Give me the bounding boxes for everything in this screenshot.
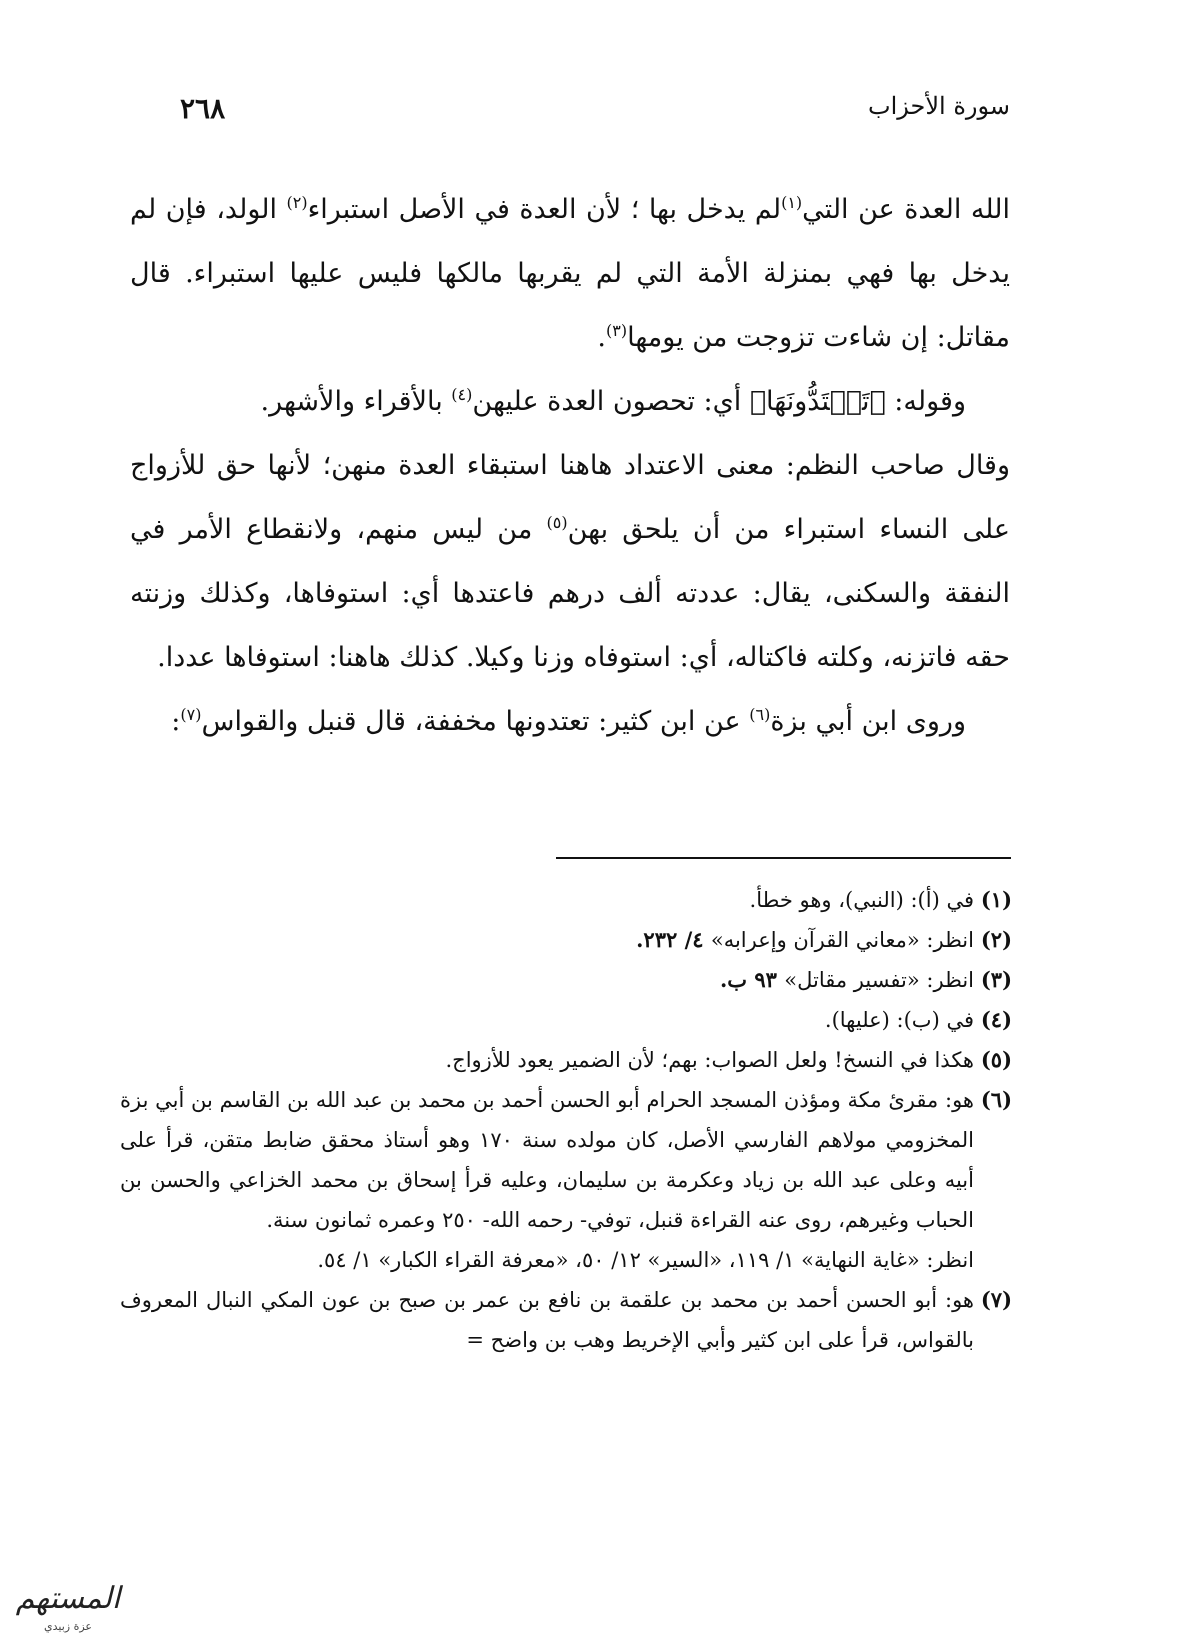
paragraph-1 — [130, 178, 1010, 370]
footnote-5 — [120, 1040, 1012, 1080]
footnote-3 — [120, 960, 1012, 1000]
footnote-number: (٦) — [980, 1087, 1012, 1112]
text-run: . — [597, 322, 607, 353]
text-run: وروى ابن أبي بزة — [770, 706, 966, 737]
footnote-text — [120, 920, 974, 960]
footnote-2 — [120, 920, 1012, 960]
footnote-marker-4: (٤) — [451, 385, 473, 404]
footnote-text: هو: أبو الحسن أحمد بن محمد بن علقمة بن نافع بن عمر بن صبح بن عون المكي النبال المعروف بالقواس، قرأ على ابن كثير وأبي الإخريط وهب بن واضح = — [120, 1288, 974, 1352]
footnote-4 — [120, 1000, 1012, 1040]
footnote-7 — [120, 1280, 1012, 1360]
footnote-source: انظر: «تفسير مقاتل» — [784, 968, 974, 992]
paragraph-4 — [130, 690, 1010, 754]
footnote-text — [120, 960, 974, 1000]
text-run: لم يدخل بها ؛ لأن العدة في الأصل استبراء — [307, 194, 782, 225]
running-header — [180, 92, 1010, 132]
text-run: : — [171, 706, 181, 737]
text-run: الله العدة عن التي — [802, 194, 1010, 225]
footnote-number: (١) — [980, 887, 1012, 912]
footnote-marker-7: (٧) — [180, 705, 202, 724]
footnote-number: (٥) — [980, 1047, 1012, 1072]
footnote-1 — [120, 880, 1012, 920]
footnote-marker-3: (٣) — [606, 321, 628, 340]
text-run: عن ابن كثير: تعتدونها مخففة، قال قنبل والقواس — [201, 706, 750, 737]
footnote-ref: ٩٣ ب. — [719, 967, 785, 992]
footnote-number: (٣) — [980, 967, 1012, 992]
footnote-divider — [556, 857, 1011, 859]
footnote-number: (٢) — [980, 927, 1012, 952]
logo-main: المستهم — [15, 1581, 121, 1616]
text-run: وقال صاحب النظم: معنى الاعتداد هاهنا استبقاء العدة منهن؛ لأنها حق للأزواج على النساء استبراء من أن يلحق بهن — [130, 450, 1010, 545]
footnote-ref: ٤/ ٢٣٢. — [636, 927, 711, 952]
logo-sub: عزة زبيدي — [44, 1620, 92, 1633]
text-run: وقوله: ﴿تَعۡتَدُّونَهَا﴾ أي: تحصون العدة عليهن — [472, 386, 966, 417]
footnote-text: في (أ): (النبي)، وهو خطأ. — [749, 888, 974, 912]
footnote-6 — [120, 1080, 1012, 1240]
publisher-logo — [8, 1568, 128, 1638]
calligraphy-logo-icon — [8, 1568, 128, 1638]
footnote-marker-6: (٦) — [749, 705, 771, 724]
footnote-marker-1: (١) — [781, 193, 803, 212]
text-run: من ليس منهم، ولانقطاع الأمر في النفقة والسكنى، يقال: عددته ألف درهم فاعتدها أي: استوفاها، وكذلك وزنته حقه فاتزنه، وكلته فاكتاله، أي: استوفاه وزنا وكيلا. كذلك هاهنا: استوفاها عددا. — [130, 514, 1010, 673]
text-run: الولد، فإن لم يدخل بها فهي بمنزلة الأمة التي لم يقربها مالكها فليس عليها استبراء. قال مقاتل: إن شاءت تزوجت من يومها — [130, 194, 1010, 353]
paragraph-3 — [130, 434, 1010, 690]
footnote-source: انظر: «معاني القرآن وإعرابه» — [710, 928, 974, 952]
footnote-text: هو: مقرئ مكة ومؤذن المسجد الحرام أبو الحسن أحمد بن محمد بن عبد الله بن القاسم بن أبي بزة المخزومي مولاهم الفارسي الأصل، كان مولده سنة ١٧٠ وهو أستاذ محقق ضابط متقن، قرأ على أبيه وعلى عبد الله بن زياد وعكرمة بن سليمان، وعليه قرأ إسحاق بن محمد الخزاعي والحسن بن الحباب وغيرهم، روى عنه القراءة قنبل، توفي- رحمه الله- ٢٥٠ وعمره ثمانون سنة. — [120, 1088, 974, 1232]
page-number: ٢٦٨ — [180, 92, 226, 125]
footnote-marker-5: (٥) — [546, 513, 568, 532]
text-run: بالأقراء والأشهر. — [260, 386, 452, 417]
footnote-number: (٧) — [980, 1287, 1012, 1312]
paragraph-2 — [130, 370, 1010, 434]
sura-title: سورة الأحزاب — [868, 92, 1010, 120]
footnote-text: هكذا في النسخ! ولعل الصواب: بهم؛ لأن الضمير يعود للأزواج. — [445, 1048, 974, 1072]
footnote-number: (٤) — [980, 1007, 1012, 1032]
footnotes — [120, 880, 1012, 1360]
footnote-text: في (ب): (عليها). — [824, 1008, 974, 1032]
footnote-6-references: انظر: «غاية النهاية» ١/ ١١٩، «السير» ١٢/ ٥٠، «معرفة القراء الكبار» ١/ ٥٤. — [317, 1248, 974, 1272]
main-text — [130, 178, 1010, 754]
footnote-marker-2: (٢) — [286, 193, 308, 212]
